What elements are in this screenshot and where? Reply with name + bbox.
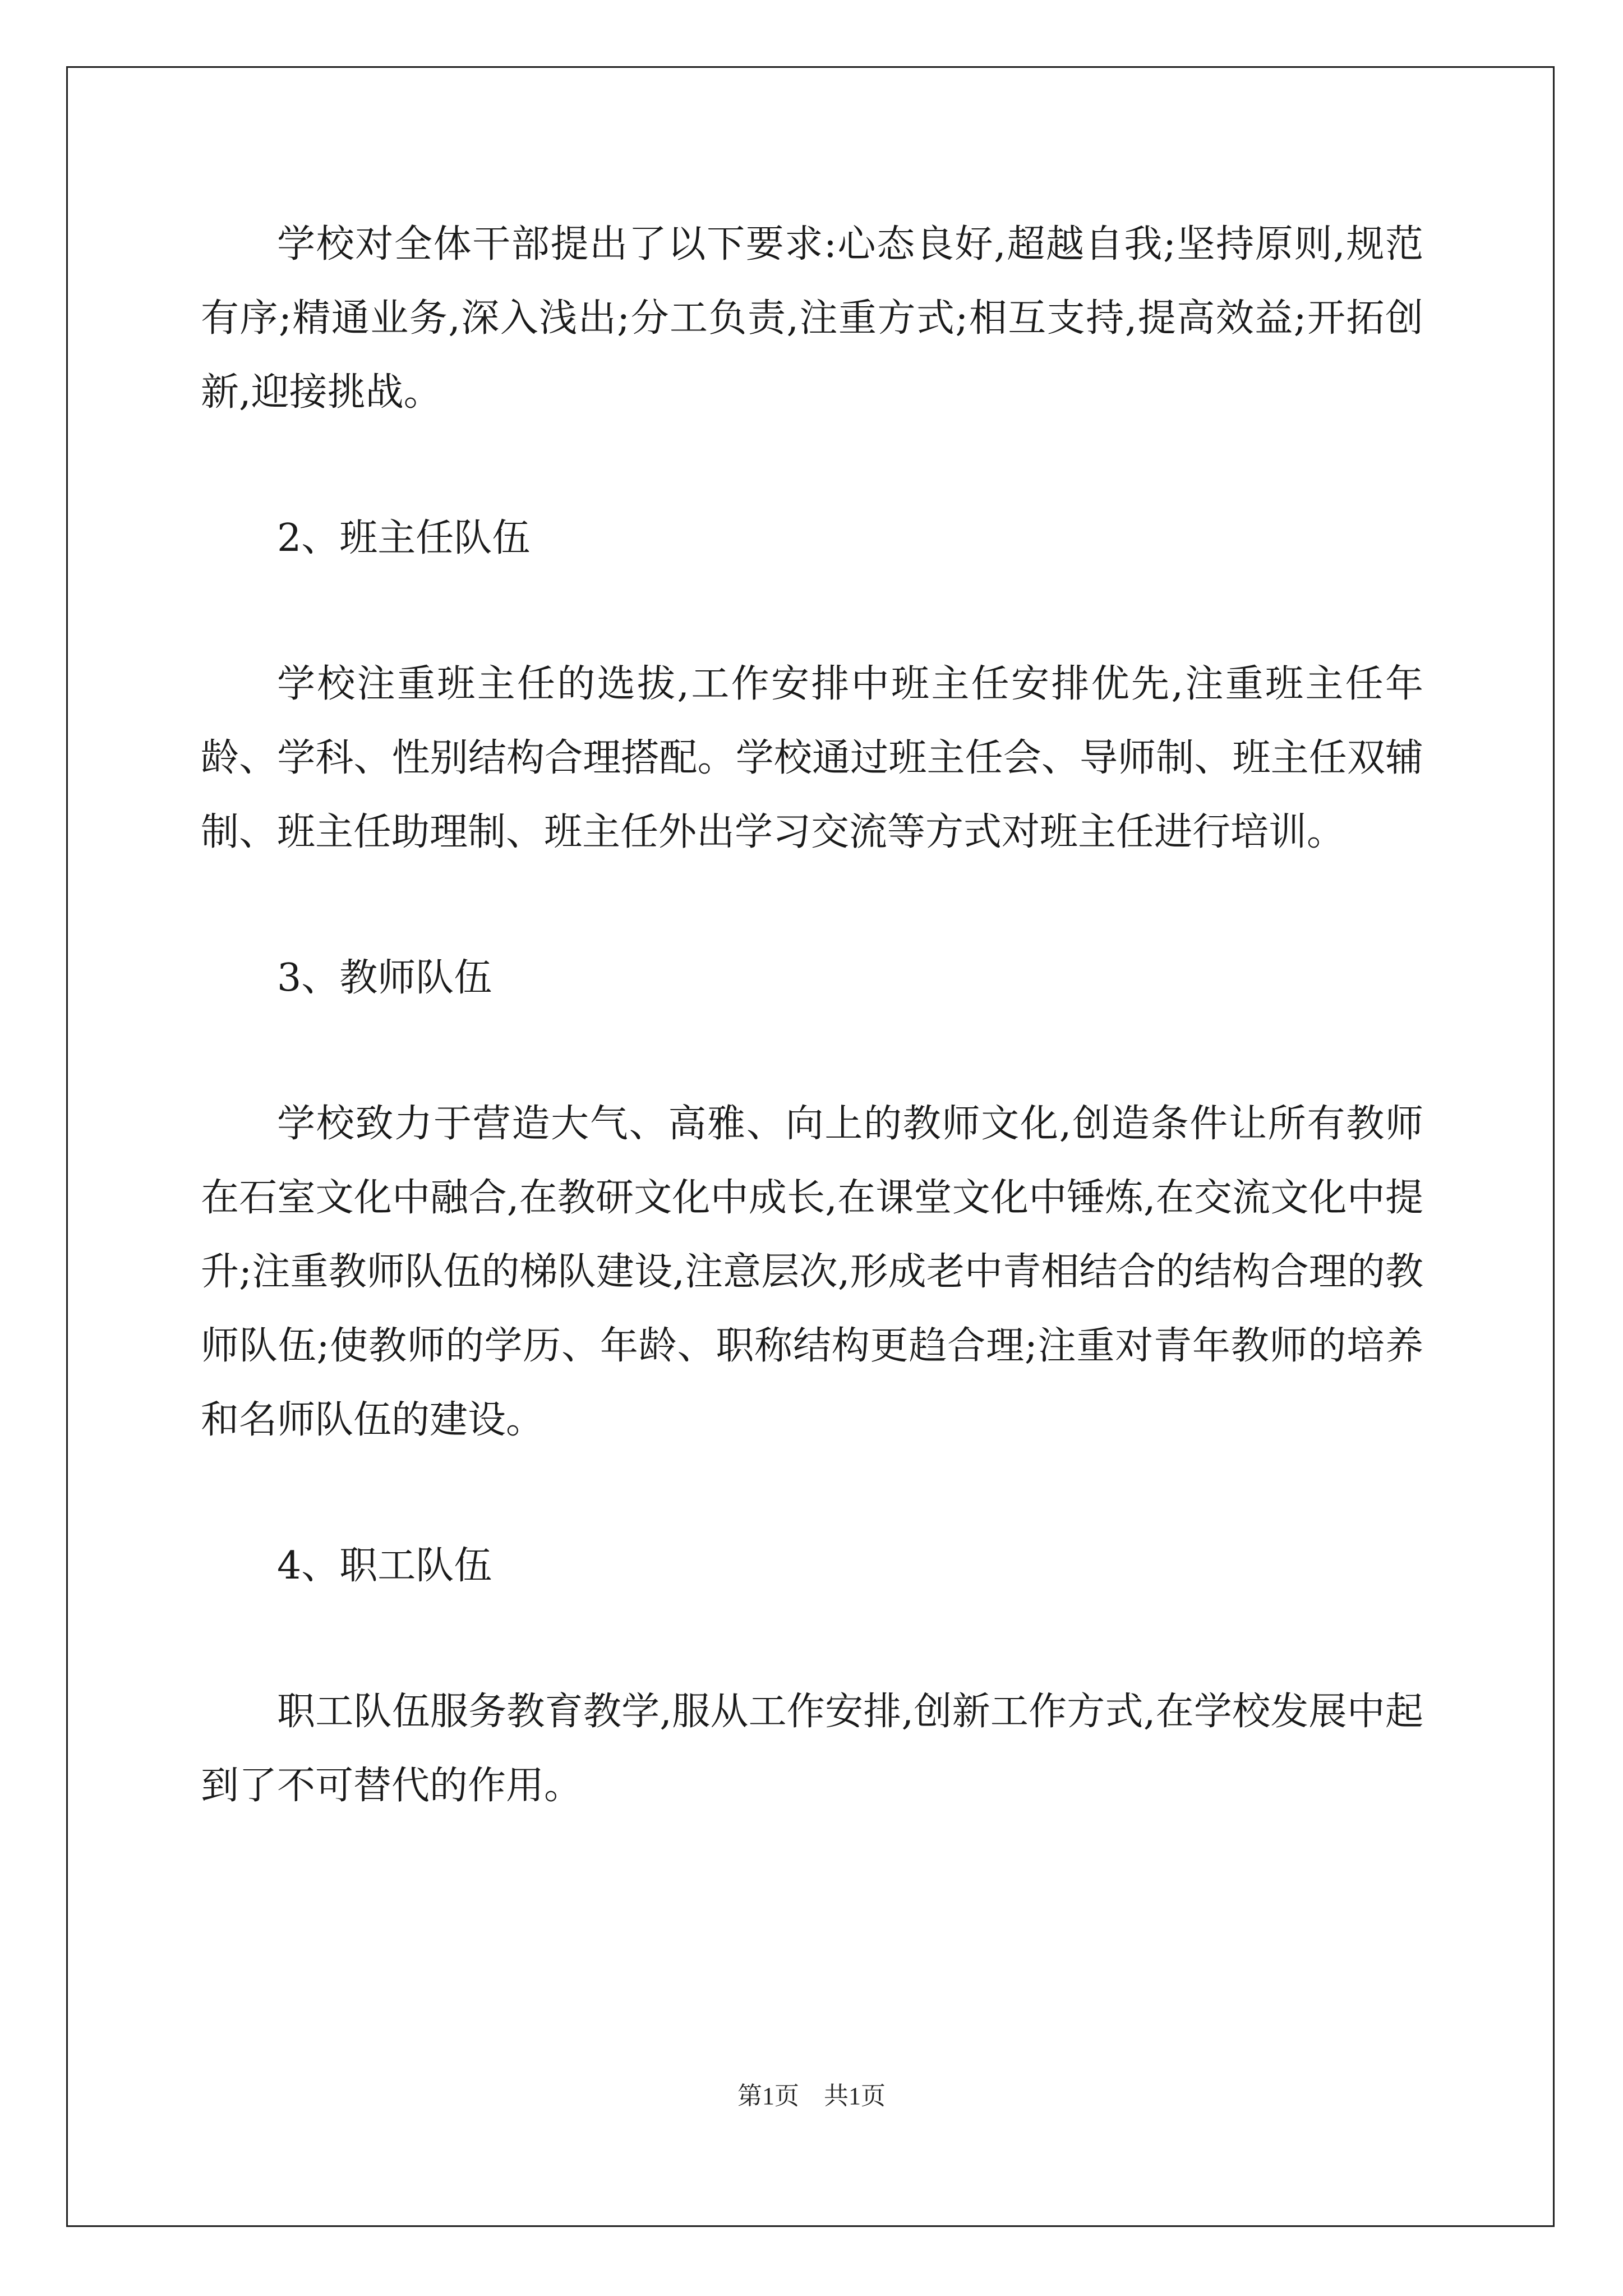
paragraph-head-teachers: 学校注重班主任的选拔,工作安排中班主任安排优先,注重班主任年龄、学科、性别结构合理搭配。学校通过班主任会、导师制、班主任双辅制、班主任助理制、班主任外出学习交流等方式对班主任进行培训。	[201, 662, 1423, 854]
paragraph-teachers: 学校致力于营造大气、高雅、向上的教师文化,创造条件让所有教师在石室文化中融合,在教研文化中成长,在课堂文化中锤炼,在交流文化中提升;注重教师队伍的梯队建设,注意层次,形成老中青相结合的结构合理的教师队伍;使教师的学历、年龄、职称结构更趋合理;注重对青年教师的培养和名师队伍的建设。	[201, 1102, 1423, 1442]
heading-teachers: 3、教师队伍	[277, 956, 492, 1000]
paragraph-cadre-requirements: 学校对全体干部提出了以下要求:心态良好,超越自我;坚持原则,规范有序;精通业务,深入浅出;分工负责,注重方式;相互支持,提高效益;开拓创新,迎接挑战。	[201, 222, 1423, 415]
heading-staff: 4、职工队伍	[277, 1544, 492, 1588]
page-number: 第1页	[737, 2082, 799, 2110]
page-footer	[0, 2076, 1623, 2111]
document-body	[201, 208, 1423, 1823]
paragraph-staff: 职工队伍服务教育教学,服从工作安排,创新工作方式,在学校发展中起到了不可替代的作用。	[201, 1690, 1423, 1808]
heading-head-teachers: 2、班主任队伍	[277, 516, 531, 560]
page-total: 共1页	[824, 2082, 886, 2110]
